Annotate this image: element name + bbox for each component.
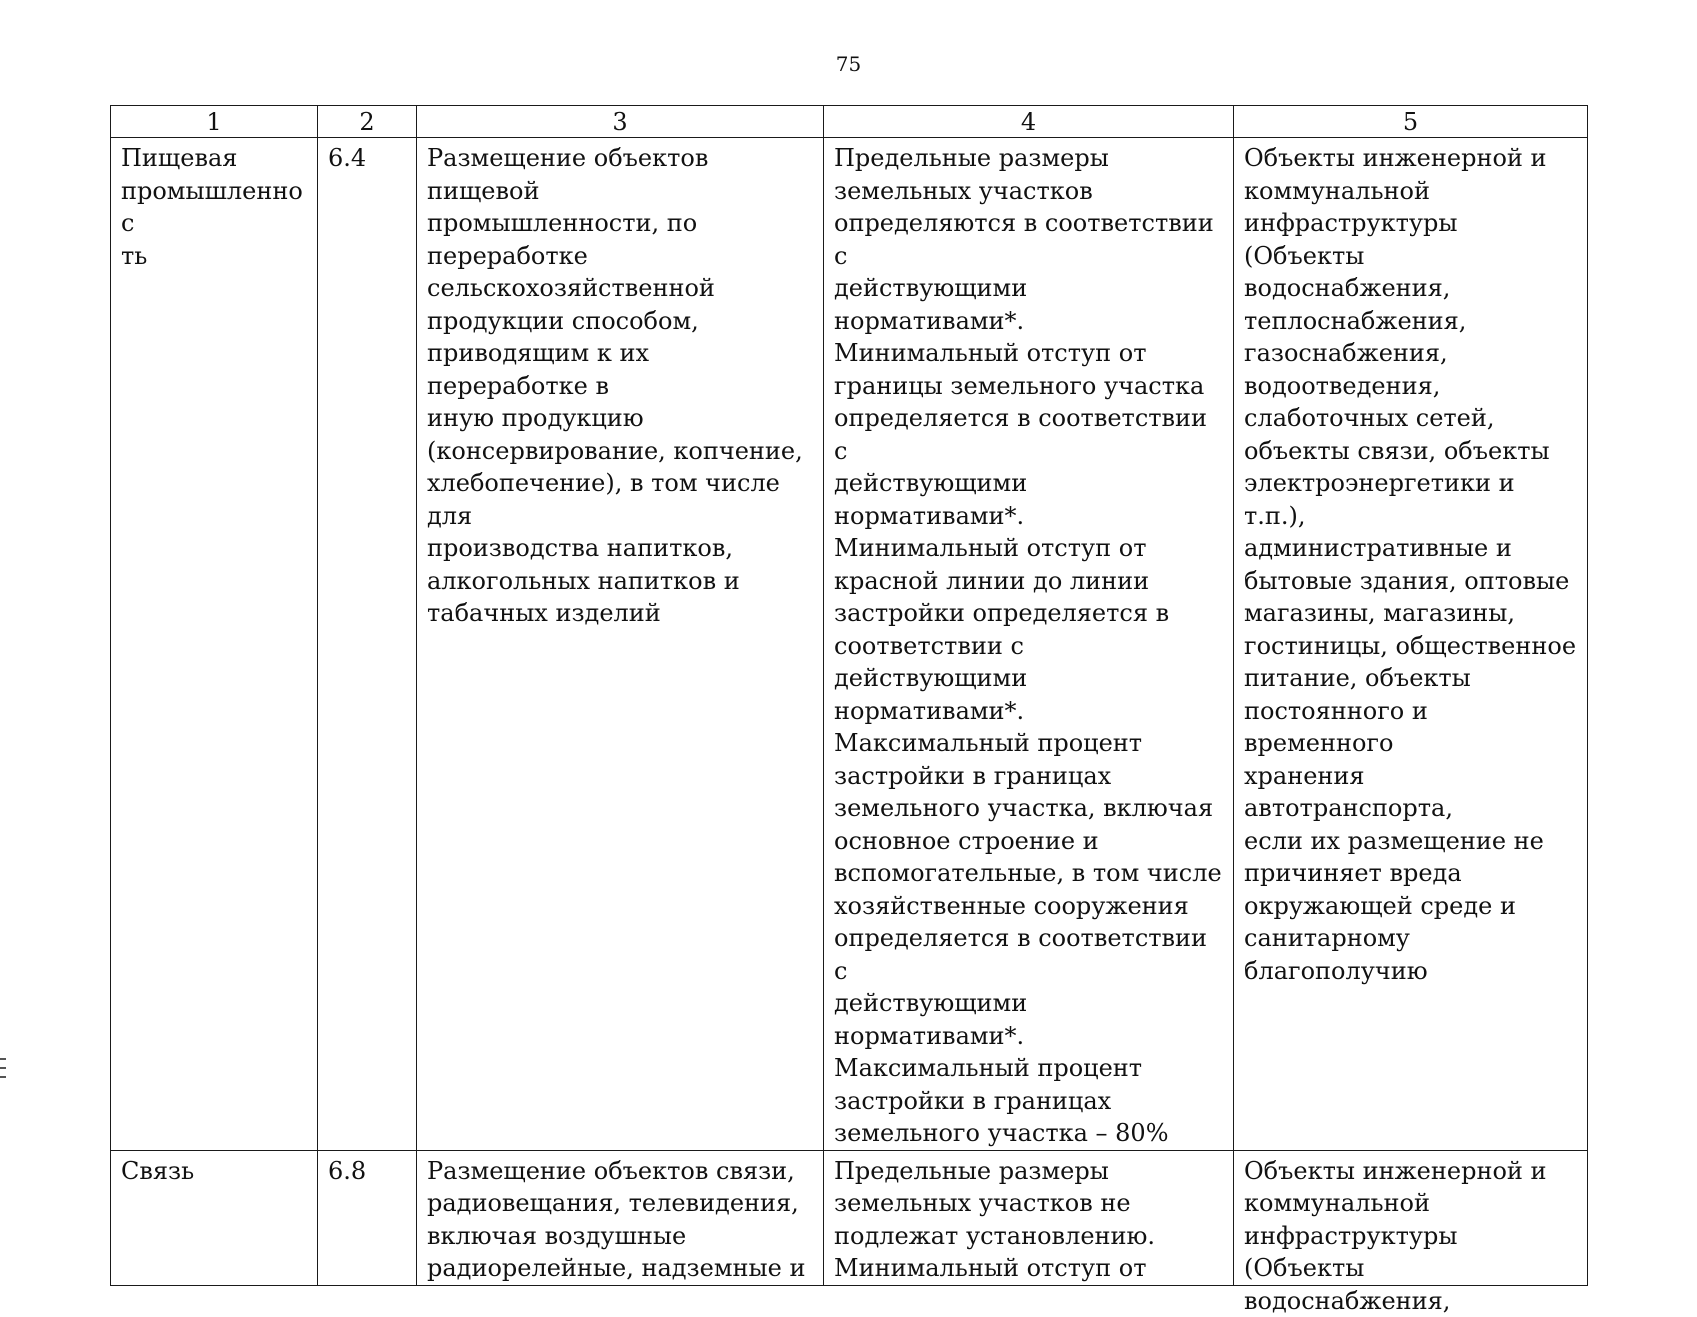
use-parameters: Предельные размеры земельных участков определяются в соответствии с действующими нормативами*. Минимальный отступ от границы земельного участка определяется в соответствии с действующими нормативами*. Минимальный отступ от красной линии до линии застройки определяется в соответствии с действующими нормативами*. Максимальный процент застройки в границах земельного участка, включая основное строение и вспомогательные, в том числе хозяйственные сооружения определяется в соответствии с действующими нормативами*. Максимальный процент застройки в границах земельного участка – 80% xyxy=(834,144,1222,1147)
use-description-cell xyxy=(417,1150,824,1285)
table-row xyxy=(111,138,1588,1151)
use-auxiliary: Объекты инженерной и коммунальной инфраструктуры (Объекты водоснабжения, xyxy=(1244,1156,1547,1315)
header-row xyxy=(111,106,1588,138)
use-parameters-cell xyxy=(824,1150,1234,1285)
use-parameters-cell xyxy=(824,138,1234,1151)
use-name-cell xyxy=(111,1150,318,1285)
header-col-1: 1 xyxy=(111,106,318,138)
use-code-cell xyxy=(318,138,417,1151)
use-name-cell xyxy=(111,138,318,1151)
table-row xyxy=(111,1150,1588,1285)
use-code-cell xyxy=(318,1150,417,1285)
header-col-2: 2 xyxy=(318,106,417,138)
header-col-3: 3 xyxy=(417,106,824,138)
use-code: 6.8 xyxy=(328,1156,367,1185)
use-description: Размещение объектов связи, радиовещания, телевидения, включая воздушные радиорелейные, надземные и xyxy=(427,1156,806,1282)
header-col-5: 5 xyxy=(1234,106,1588,138)
use-parameters: Предельные размеры земельных участков не подлежат установлению. Минимальный отступ от xyxy=(834,1156,1156,1282)
use-auxiliary-cell xyxy=(1234,138,1588,1151)
use-auxiliary: Объекты инженерной и коммунальной инфраструктуры (Объекты водоснабжения, теплоснабжения, газоснабжения, водоотведения, слаботочных сетей, объекты связи, объекты электроэнергетики и т.п.), административные и бытовые здания, оптовые магазины, магазины, гостиницы, общественное питание, объекты постоянного и временного хранения автотранспорта, если их размещение не причиняет вреда окружающей среде и санитарному благополучию xyxy=(1244,144,1577,985)
use-name: Связь xyxy=(121,1156,195,1185)
header-col-4: 4 xyxy=(824,106,1234,138)
use-auxiliary-cell xyxy=(1234,1150,1588,1315)
use-code: 6.4 xyxy=(328,144,367,172)
use-name: Пищевая промышленнос ть xyxy=(121,144,303,270)
use-description-cell xyxy=(417,138,824,1151)
page-number: 75 xyxy=(835,52,862,76)
scan-margin-mark xyxy=(0,1058,8,1088)
use-description: Размещение объектов пищевой промышленности, по переработке сельскохозяйственной продукции способом, приводящим к их переработке в иную продукцию (консервирование, копчение, хлебопечение), в том числе для производства напитков, алкогольных напитков и табачных изделий xyxy=(427,144,803,627)
zoning-table xyxy=(110,105,1588,1315)
